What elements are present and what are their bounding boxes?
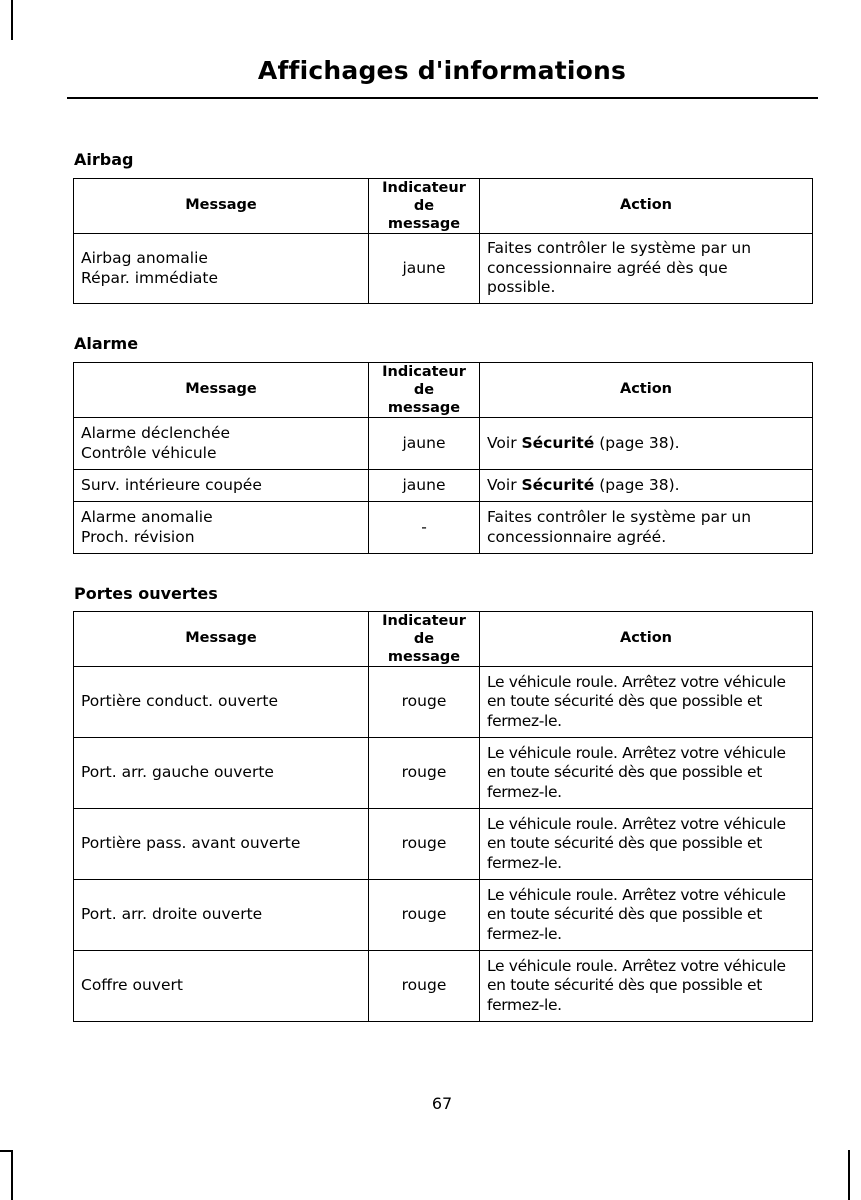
indicator-cell: jaune [369,418,480,470]
message-cell: Portière pass. avant ouverte [74,809,369,880]
message-cell: Portière conduct. ouverte [74,667,369,738]
portes-ouvertes-table [73,611,813,1022]
action-cell: Faites contrôler le système par un concessionnaire agréé. [480,502,813,554]
alarme-table [73,362,813,554]
table-row [74,502,813,554]
airbag-table [73,178,813,304]
crop-mark-bottom-right [848,1150,850,1200]
indicator-cell: - [369,502,480,554]
section-label-airbag: Airbag [74,150,134,169]
table-row [74,470,813,502]
indicator-cell: rouge [369,809,480,880]
action-cell: Le véhicule roule. Arrêtez votre véhicule en toute sécurité dès que possible et fermez-le. [480,809,813,880]
title-rule [67,97,818,99]
table-header-row [74,179,813,234]
header-message: Message [74,612,369,667]
indicator-cell: rouge [369,667,480,738]
action-cell: Voir Sécurité (page 38). [480,418,813,470]
message-cell: Coffre ouvert [74,951,369,1022]
section-label-alarme: Alarme [74,334,139,353]
header-action: Action [480,612,813,667]
message-cell: Airbag anomalie Répar. immédiate [74,234,369,304]
header-action: Action [480,179,813,234]
action-cell: Faites contrôler le système par un concessionnaire agréé dès que possible. [480,234,813,304]
action-cell: Le véhicule roule. Arrêtez votre véhicule en toute sécurité dès que possible et fermez-le. [480,667,813,738]
header-indicator: Indicateur de message [369,612,480,667]
table-row [74,667,813,738]
action-cell: Le véhicule roule. Arrêtez votre véhicule en toute sécurité dès que possible et fermez-le. [480,738,813,809]
crop-mark-bottom-left-vertical [11,1150,13,1200]
table-header-row [74,612,813,667]
page-title: Affichages d'informations [257,56,627,85]
indicator-cell: rouge [369,951,480,1022]
page-number: 67 [431,1094,453,1113]
message-cell: Port. arr. droite ouverte [74,880,369,951]
indicator-cell: rouge [369,880,480,951]
crop-mark-top-left [11,0,13,40]
message-cell: Port. arr. gauche ouverte [74,738,369,809]
indicator-cell: rouge [369,738,480,809]
header-action: Action [480,363,813,418]
securite-reference: Sécurité [521,475,595,494]
message-cell: Alarme anomalie Proch. révision [74,502,369,554]
table-row [74,809,813,880]
table-row [74,738,813,809]
action-cell: Le véhicule roule. Arrêtez votre véhicule en toute sécurité dès que possible et fermez-le. [480,951,813,1022]
table-header-row [74,363,813,418]
action-cell: Voir Sécurité (page 38). [480,470,813,502]
table-row [74,234,813,304]
header-message: Message [74,179,369,234]
action-cell: Le véhicule roule. Arrêtez votre véhicule en toute sécurité dès que possible et fermez-le. [480,880,813,951]
message-cell: Alarme déclenchée Contrôle véhicule [74,418,369,470]
message-cell: Surv. intérieure coupée [74,470,369,502]
section-label-portes-ouvertes: Portes ouvertes [74,584,218,603]
crop-mark-bottom-left-horizontal [0,1150,11,1152]
table-row [74,418,813,470]
header-indicator: Indicateur de message [369,363,480,418]
table-row [74,951,813,1022]
header-indicator: Indicateur de message [369,179,480,234]
indicator-cell: jaune [369,470,480,502]
table-row [74,880,813,951]
securite-reference: Sécurité [521,433,595,452]
indicator-cell: jaune [369,234,480,304]
header-message: Message [74,363,369,418]
